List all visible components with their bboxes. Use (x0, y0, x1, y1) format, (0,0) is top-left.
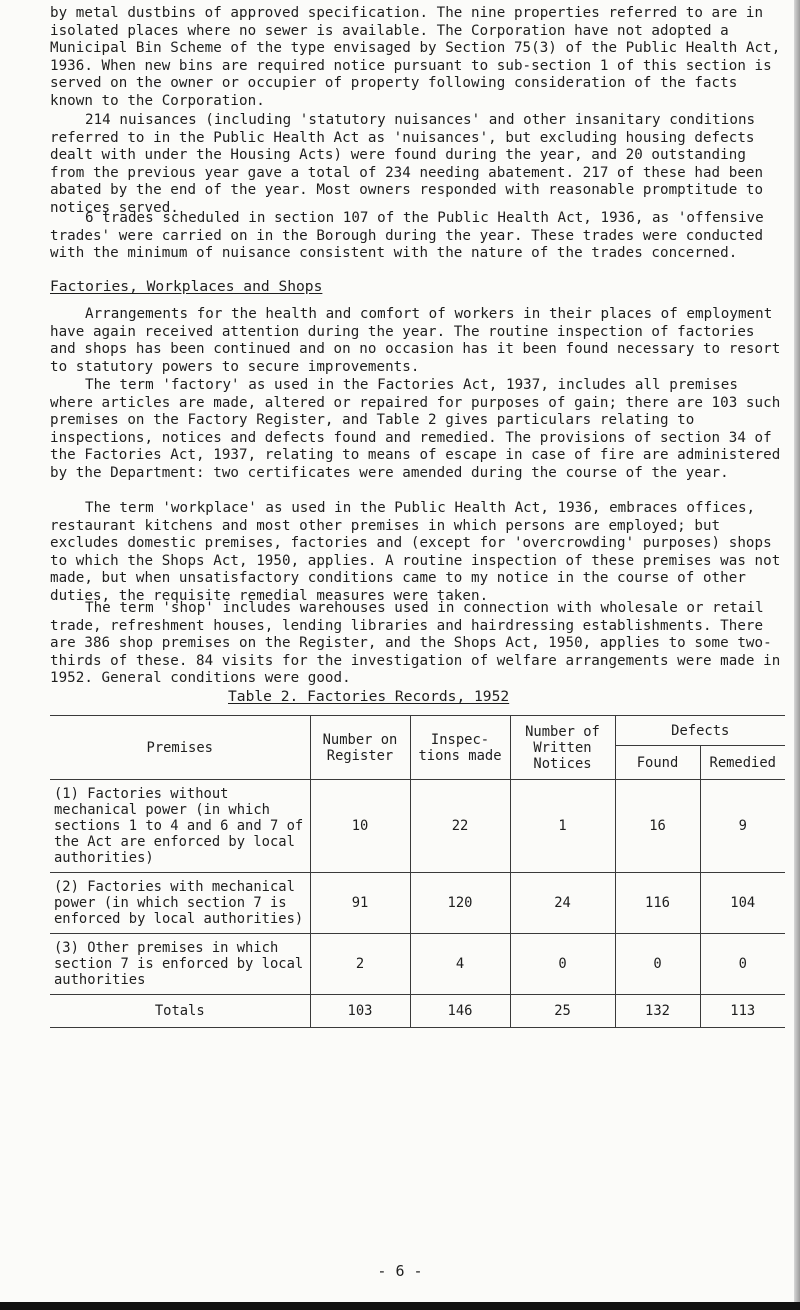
header-register: Number on Register (310, 716, 410, 780)
header-remedied: Remedied (700, 746, 785, 780)
totals-found: 132 (615, 995, 700, 1028)
row-inspections: 120 (410, 873, 510, 934)
paragraph-shop-term: The term 'shop' includes warehouses used in connection with wholesale or retail trade, refreshment houses, lending libraries and hairdressing establishments. There are 386 shop premises on the Register, and the Shops Act, 1950, applies to some two-thirds of these. 84 visits for the investigation of welfare arrangements were made in 1952. General conditions were good. (50, 600, 781, 687)
factories-records-table (50, 715, 785, 1028)
table-title: Table 2. Factories Records, 1952 (228, 688, 510, 705)
section-heading-factories: Factories, Workplaces and Shops (50, 278, 323, 295)
totals-inspections: 146 (410, 995, 510, 1028)
header-defects: Defects (615, 716, 785, 746)
table-row (50, 934, 785, 995)
paragraph-factory-term: The term 'factory' as used in the Factories Act, 1937, includes all premises where articles are made, altered or repaired for purposes of gain; there are 103 such premises on the Factory Register, and Table 2 gives particulars relating to inspections, notices and defects found and remedied. The provisions of section 34 of the Factories Act, 1937, relating to means of escape in case of fire are administered by the Department: two certificates were amended during the course of the year. (50, 377, 781, 481)
paragraph-offensive-trades: 6 trades scheduled in section 107 of the Public Health Act, 1936, as 'offensive trades' were carried on in the Borough during the year. These trades were conducted with the minimum of nuisance consistent with the nature of the trades concerned. (50, 210, 764, 262)
row-premises: (3) Other premises in which section 7 is enforced by local authorities (50, 934, 310, 995)
paragraph-workplace-term: The term 'workplace' as used in the Public Health Act, 1936, embraces offices, restaurant kitchens and most other premises in which persons are employed; but excludes domestic premises, factories and (except for 'overcrowding' purposes) shops to which the Shops Act, 1950, applies. A routine inspection of these premises was not made, but when unsatisfactory conditions came to my notice in the course of other duties, the requisite remedial measures were taken. (50, 500, 781, 604)
table-row (50, 780, 785, 873)
row-found: 0 (615, 934, 700, 995)
header-premises: Premises (50, 716, 310, 780)
totals-row (50, 995, 785, 1028)
paragraph-nuisances: 214 nuisances (including 'statutory nuisances' and other insanitary conditions referred to in the Public Health Act as 'nuisances', but excluding housing defects dealt with under the Housing Acts) were found during the year, and 20 outstanding from the previous year gave a total of 234 needing abatement. 217 of these had been abated by the end of the year. Most owners responded with reasonable promptitude to notices served. (50, 112, 764, 216)
row-register: 91 (310, 873, 410, 934)
row-notices: 24 (510, 873, 615, 934)
row-premises: (1) Factories without mechanical power (in which sections 1 to 4 and 6 and 7 of the Act are enforced by local authorities) (50, 780, 310, 873)
row-inspections: 22 (410, 780, 510, 873)
row-remedied: 9 (700, 780, 785, 873)
row-premises: (2) Factories with mechanical power (in which section 7 is enforced by local authorities) (50, 873, 310, 934)
row-notices: 1 (510, 780, 615, 873)
header-found: Found (615, 746, 700, 780)
row-register: 2 (310, 934, 410, 995)
row-notices: 0 (510, 934, 615, 995)
row-register: 10 (310, 780, 410, 873)
table-row (50, 873, 785, 934)
row-remedied: 0 (700, 934, 785, 995)
header-notices: Number of Written Notices (510, 716, 615, 780)
paragraph-arrangements: Arrangements for the health and comfort of workers in their places of employment have again received attention during the year. The routine inspection of factories and shops has been continued and on no occasion has it been found necessary to resort to statutory powers to secure improvements. (50, 306, 781, 375)
totals-notices: 25 (510, 995, 615, 1028)
totals-register: 103 (310, 995, 410, 1028)
row-remedied: 104 (700, 873, 785, 934)
paragraph-dustbins: by metal dustbins of approved specification. The nine properties referred to are in isolated places where no sewer is available. The Corporation have not adopted a Municipal Bin Scheme of the type envisaged by Section 75(3) of the Public Health Act, 1936. When new bins are required notice pursuant to sub-section 1 of this section is served on the owner or occupier of property following consideration of the facts known to the Corporation. (50, 5, 781, 109)
row-inspections: 4 (410, 934, 510, 995)
totals-remedied: 113 (700, 995, 785, 1028)
scan-right-edge (794, 0, 800, 1310)
row-found: 16 (615, 780, 700, 873)
totals-label: Totals (50, 995, 310, 1028)
header-inspections: Inspec- tions made (410, 716, 510, 780)
row-found: 116 (615, 873, 700, 934)
scan-bottom-edge (0, 1302, 800, 1310)
page-number: - 6 - (377, 1262, 423, 1280)
